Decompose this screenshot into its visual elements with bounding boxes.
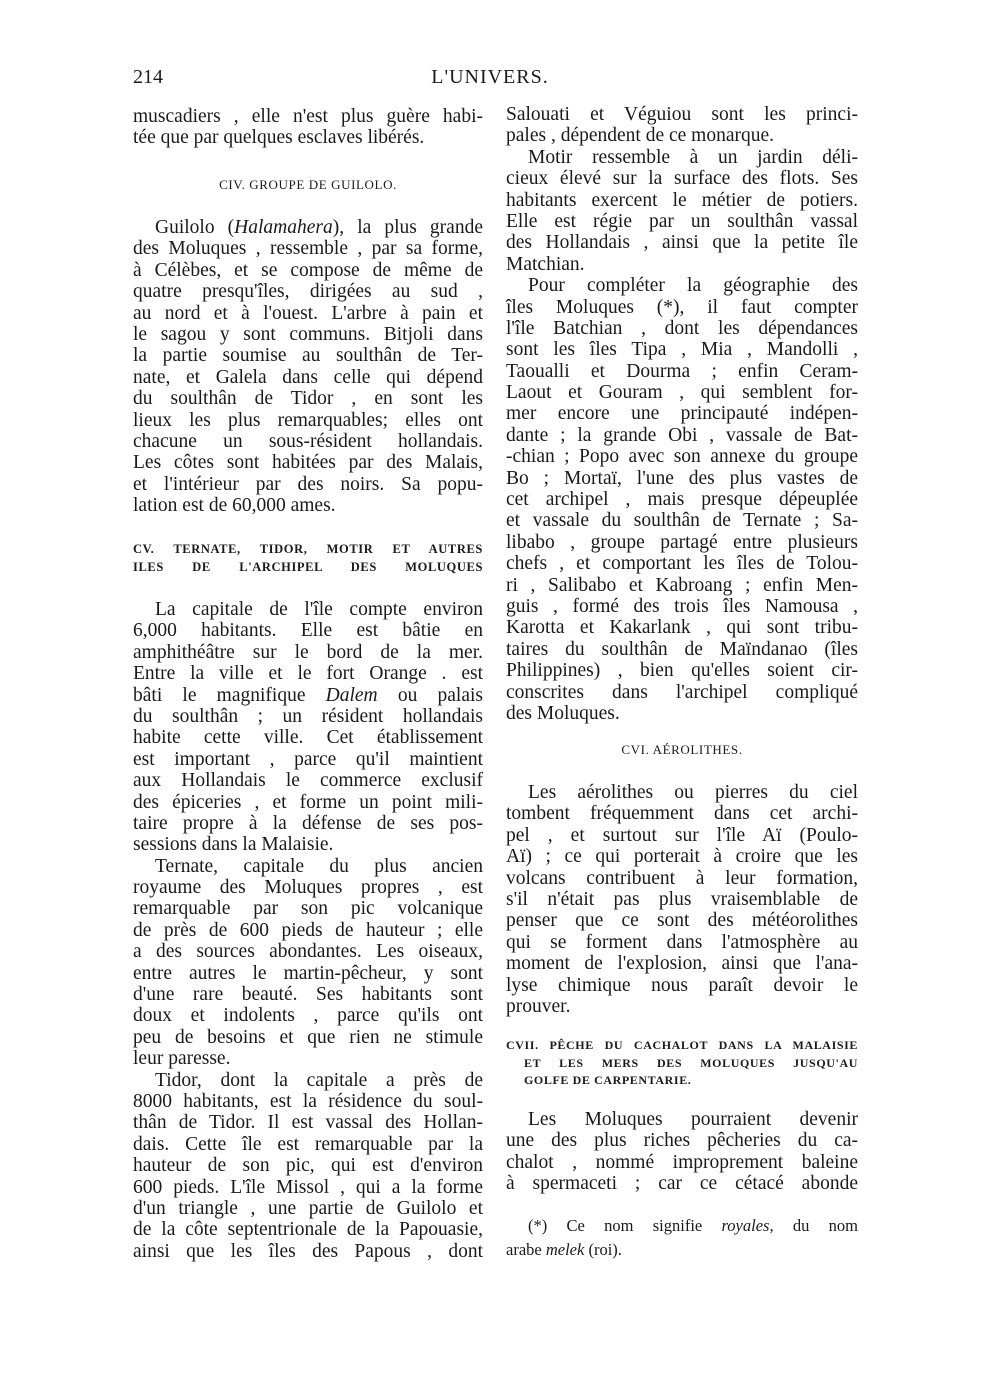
text-line: Taoualli et Dourma ; enfin Ceram- <box>506 360 858 382</box>
text-line: lieux les plus remarquables; elles ont <box>133 409 483 431</box>
section-heading <box>506 741 858 759</box>
text-line: penser que ce sont des météorolithes <box>506 910 858 932</box>
text-line: Philippines) , bien qu'elles soient cir- <box>506 660 858 682</box>
text-line: est important , parce qu'il maintient <box>133 748 483 770</box>
text-line: habitants exercent le métier de potiers. <box>506 189 858 211</box>
page-number: 214 <box>133 66 163 88</box>
text-line: dante ; la grande Obi , vassale de Bat- <box>506 424 858 446</box>
text-line: Tidor, dont la capitale a près de <box>155 1069 483 1091</box>
text-line: ri , Salibabo et Kabroang ; enfin Men- <box>506 574 858 596</box>
text-line: pel , et surtout sur l'île Aï (Poulo- <box>506 824 858 846</box>
text-line: -chian ; Popo avec son annexe du groupe <box>506 446 858 468</box>
running-title: L'UNIVERS. <box>431 66 549 88</box>
text-line: Entre la ville et le fort Orange . est <box>133 663 483 685</box>
section-heading <box>133 176 483 194</box>
text-line: ainsi que les îles des Papous , dont <box>133 1240 483 1262</box>
body-text <box>133 217 483 516</box>
text-line: Motir ressemble à un jardin déli- <box>528 146 858 168</box>
section-heading <box>133 540 483 576</box>
text-line: entre autres le martin-pêcheur, y sont <box>133 962 483 984</box>
text-line: cet archipel , mais presque dépeuplée <box>506 489 858 511</box>
paragraph <box>506 1109 858 1195</box>
text-line: pales , dépendent de ce monarque. <box>506 125 775 147</box>
text-line: royaume des Moluques propres , est <box>133 877 483 899</box>
text-line: Aï) ; ce qui porterait à croire que les <box>506 846 858 868</box>
text-line: du soulthân ; un résident hollandais <box>133 705 483 727</box>
text-line: libabo , groupe partagé entre plusieurs <box>506 531 858 553</box>
text-line: quatre presqu'îles, dirigées au sud , <box>133 281 483 303</box>
text-line: mer encore une principauté indépen- <box>506 403 858 425</box>
text-line: ET LES MERS DES MOLUQUES JUSQU'AU <box>524 1055 858 1070</box>
text-line: d'un triangle , une partie de Guilolo et <box>133 1197 483 1219</box>
text-line: de près de 600 pieds de hauteur ; elle <box>133 919 483 941</box>
italic-term: melek <box>545 1240 585 1259</box>
text-line: Les aérolithes ou pierres du ciel <box>528 782 858 803</box>
text-line: Ternate, capitale du plus ancien <box>155 855 483 877</box>
text-line: 8000 habitants, est la résidence du soul- <box>133 1090 483 1112</box>
text-line: Laout et Gouram , qui semblent for- <box>506 382 858 404</box>
text-line: a des sources abondantes. Les oiseaux, <box>133 941 483 963</box>
paragraph <box>506 104 858 147</box>
italic-term: royales <box>721 1216 770 1235</box>
body-text <box>506 104 858 724</box>
text-line: CV. TERNATE, TIDOR, MOTIR ET AUTRES <box>133 542 483 556</box>
text-line: remarquable par son pic volcanique <box>133 898 483 920</box>
text-line: à Célèbes, et se compose de même de <box>133 259 483 281</box>
text-line: une des plus riches pêcheries du ca- <box>506 1130 858 1152</box>
right-column <box>506 0 858 1393</box>
text-line: taires du soulthân de Maïndanao (îles <box>506 638 858 660</box>
text-line: peu de besoins et que rien ne stimule <box>133 1026 483 1048</box>
text-line: tombent fréquemment dans cet archi- <box>506 803 858 825</box>
text-line: prouver. <box>506 995 571 1017</box>
text-line: Bo ; Mortaï, l'une des plus vastes de <box>506 467 858 489</box>
body-text <box>133 599 483 1262</box>
text-line: et l'intérieur par des noirs. Sa popu- <box>133 473 483 495</box>
text-line: tée que par quelques esclaves libérés. <box>133 127 425 149</box>
text-line: le sagou y sont communs. Bitjoli dans <box>133 323 483 345</box>
text-line: qui se forment dans l'atmosphère au <box>506 931 858 953</box>
text-line: et vassale du soulthân de Ternate ; Sa- <box>506 510 858 532</box>
italic-term: Dalem <box>325 684 378 706</box>
body-text <box>506 782 858 1017</box>
text-line: du soulthân de Tidor , en sont les <box>133 388 483 410</box>
text-line: des Moluques. <box>506 702 620 724</box>
text-line: des Moluques , ressemble , par sa forme, <box>133 238 483 260</box>
text-line: guis , formé des trois îles Namousa , <box>506 595 858 617</box>
text-line: Les côtes sont habitées par des Malais, <box>133 452 483 474</box>
paragraph <box>133 106 483 149</box>
paragraph <box>506 782 858 1017</box>
body-text <box>133 106 483 149</box>
text-line: à spermaceti ; car ce cétacé abonde <box>506 1173 858 1195</box>
section-heading <box>506 1037 858 1090</box>
text-line: la partie soumise au soulthân de Ter- <box>133 345 483 367</box>
text-line: leur paresse. <box>133 1048 231 1070</box>
text-line: Salouati et Véguiou sont les princi- <box>506 104 858 125</box>
text-line: cieux élevé sur la surface des flots. Ses <box>506 168 858 190</box>
text-line: l'île Batchian , dont les dépendances <box>506 317 858 339</box>
text-line: lation est de 60,000 ames. <box>133 495 336 517</box>
text-line: muscadiers , elle n'est plus guère habi- <box>133 106 483 127</box>
text-line: chalot , nommé improprement baleine <box>506 1151 858 1173</box>
text-line: volcans contribuent à leur formation, <box>506 867 858 889</box>
text-line: des épiceries , et forme un point mili- <box>133 791 483 813</box>
text-line: d'une rare beauté. Ses habitants sont <box>133 984 483 1006</box>
text-line: conscrites dans l'archipel compliqué <box>506 681 858 703</box>
text-line: s'il n'était pas plus vraisemblable de <box>506 888 858 910</box>
text-line: moment de l'explosion, ainsi que l'ana- <box>506 953 858 975</box>
text-line: Karotta et Kakarlank , qui sont tribu- <box>506 617 858 639</box>
text-line: au nord et à l'ouest. L'arbre à pain et <box>133 302 483 324</box>
text-line: CVI. AÉROLITHES. <box>621 742 743 757</box>
text-line: dais. Cette île est remarquable par la <box>133 1133 483 1155</box>
text-line: Guilolo (Halamahera), la plus grande <box>155 217 483 238</box>
paragraph <box>133 1070 483 1263</box>
text-line: aux Hollandais le commerce exclusif <box>133 770 483 792</box>
text-line: thân de Tidor. Il est vassal des Hollan- <box>133 1112 483 1134</box>
footnote <box>506 1214 858 1262</box>
text-line: amphithéâtre sur le bord de la mer. <box>133 641 483 663</box>
paragraph <box>133 217 483 516</box>
paragraph <box>506 275 858 724</box>
text-line: hauteur de son pic, qui est d'environ <box>133 1155 483 1177</box>
text-line: (*) Ce nom signifie royales, du nom <box>528 1216 858 1235</box>
paragraph <box>133 599 483 856</box>
body-text <box>506 1109 858 1195</box>
text-line: Les Moluques pourraient devenir <box>528 1109 858 1130</box>
text-line: CVII. PÊCHE DU CACHALOT DANS LA MALAISIE <box>506 1038 858 1052</box>
text-line: Pour compléter la géographie des <box>528 275 858 297</box>
italic-term: Halamahera <box>234 217 333 238</box>
text-line: 600 pieds. L'île Missol , qui a la forme <box>133 1176 483 1198</box>
text-line: arabe melek (roi). <box>506 1240 622 1259</box>
text-line: de la côte septentrionale de la Papouasie, <box>133 1219 483 1241</box>
paragraph <box>506 147 858 275</box>
text-line: sessions dans la Malaisie. <box>133 834 334 856</box>
text-line: bâti le magnifique Dalem ou palais <box>133 684 483 706</box>
text-line: chefs , et comportant les îles de Tolou- <box>506 553 858 575</box>
text-line: des Hollandais , ainsi que la petite île <box>506 232 858 254</box>
text-line: ILES DE L'ARCHIPEL DES MOLUQUES <box>133 560 483 574</box>
text-line: 6,000 habitants. Elle est bâtie en <box>133 620 483 642</box>
text-line: Elle est régie par un soulthân vassal <box>506 210 858 232</box>
paragraph <box>133 856 483 1070</box>
text-line: La capitale de l'île compte environ <box>155 599 483 620</box>
text-line: Matchian. <box>506 253 585 275</box>
text-line: doux et indolents , parce qu'ils ont <box>133 1005 483 1027</box>
text-line: chacune un sous-résident hollandais. <box>133 430 483 452</box>
text-line: GOLFE DE CARPENTARIE. <box>524 1073 692 1087</box>
text-line: habite cette ville. Cet établissement <box>133 727 483 749</box>
text-line: nate, et Galela dans celle qui dépend <box>133 366 483 388</box>
text-line: lyse chimique nous paraît devoir le <box>506 974 858 996</box>
text-line: CIV. GROUPE DE GUILOLO. <box>219 177 397 192</box>
text-line: taire propre à la défense de ses pos- <box>133 812 483 834</box>
text-line: sont les îles Tipa , Mia , Mandolli , <box>506 339 858 361</box>
text-line: îles Moluques (*), il faut compter <box>506 296 858 318</box>
left-column <box>133 0 483 1393</box>
